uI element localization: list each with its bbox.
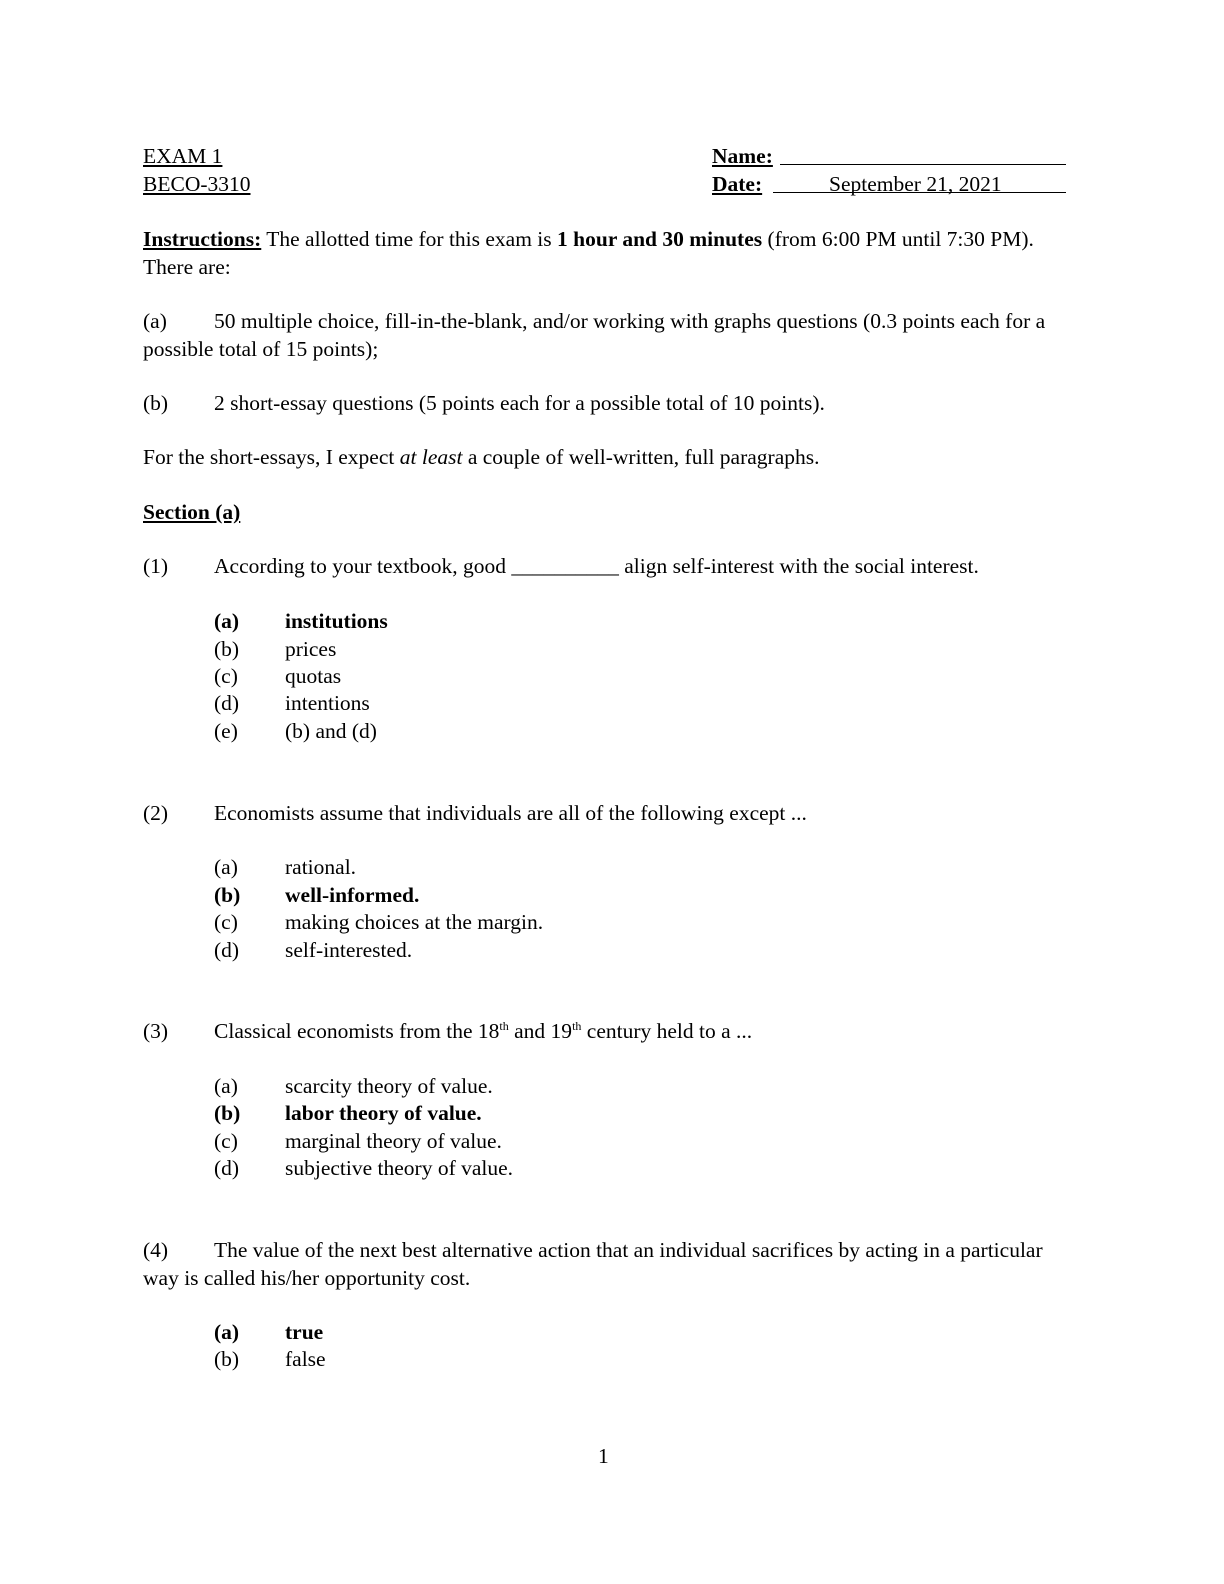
question-number: (4) (143, 1238, 169, 1262)
question-text-post: century held to a ... (581, 1019, 753, 1043)
option-text: rational. (285, 855, 357, 879)
instructions-paragraph (143, 225, 1068, 281)
option-letter: (d) (214, 938, 240, 962)
exam-page (143, 0, 1068, 1584)
date-value: September 21, 2021 (829, 172, 1002, 196)
question-number: (3) (143, 1019, 169, 1043)
question-number: (2) (143, 801, 169, 825)
exam-title: EXAM 1 (143, 144, 223, 168)
option-letter: (b) (214, 1347, 240, 1371)
instructions-item-b (143, 389, 1068, 417)
option-text: institutions (285, 609, 388, 633)
course-code: BECO-3310 (143, 172, 251, 196)
option-letter: (a) (214, 609, 240, 633)
option-text: subjective theory of value. (285, 1156, 514, 1180)
page-number: 1 (598, 1444, 609, 1468)
item-a-text: 50 multiple choice, fill-in-the-blank, and/or working with graphs questions (0.3 points each for a possible total of 15 points); (143, 309, 1046, 361)
option-letter: (e) (214, 719, 238, 743)
essay-note (143, 443, 1068, 471)
question-text-pre: Classical economists from the 18 (214, 1019, 500, 1043)
name-blank-line (780, 164, 1066, 165)
option-text: marginal theory of value. (285, 1129, 502, 1153)
option-letter: (b) (214, 1101, 241, 1125)
option-letter: (b) (214, 883, 241, 907)
option-letter: (b) (214, 637, 240, 661)
superscript: th (572, 1019, 582, 1033)
item-a-letter: (a) (143, 309, 167, 333)
essay-note-pre: For the short-essays, I expect (143, 445, 400, 469)
question-text-mid: and 19 (508, 1019, 573, 1043)
instructions-time: 1 hour and 30 minutes (557, 227, 763, 251)
question-text: According to your textbook, good __________ align self-interest with the social interest. (214, 554, 979, 578)
option-letter: (a) (214, 855, 238, 879)
option-text: self-interested. (285, 938, 413, 962)
question-number: (1) (143, 554, 169, 578)
option-text: well-informed. (285, 883, 420, 907)
item-b-text: 2 short-essay questions (5 points each for a possible total of 10 points). (214, 391, 825, 415)
option-letter: (d) (214, 1156, 240, 1180)
question-text (214, 1017, 752, 1045)
essay-note-emphasis: at least (399, 445, 463, 469)
essay-note-post: a couple of well-written, full paragraphs. (462, 445, 820, 469)
option-text: intentions (285, 691, 370, 715)
instructions-text-1: The allotted time for this exam is (261, 227, 558, 251)
date-label: Date: (712, 172, 763, 196)
option-text: false (285, 1347, 326, 1371)
question-body: The value of the next best alternative action that an individual sacrifices by acting in a particular way is called his/her opportunity cost. (143, 1238, 1043, 1290)
option-letter: (c) (214, 664, 238, 688)
instructions-label: Instructions: (143, 227, 262, 251)
question-text (143, 1236, 1068, 1292)
option-letter: (c) (214, 910, 238, 934)
option-text: true (285, 1320, 324, 1344)
option-text: (b) and (d) (285, 719, 377, 743)
section-title: Section (a) (143, 500, 241, 524)
option-text: making choices at the margin. (285, 910, 544, 934)
option-text: quotas (285, 664, 342, 688)
question-text: Economists assume that individuals are all of the following except ... (214, 801, 807, 825)
option-text: prices (285, 637, 337, 661)
option-text: labor theory of value. (285, 1101, 482, 1125)
name-label: Name: (712, 144, 773, 168)
option-letter: (a) (214, 1320, 240, 1344)
superscript: th (499, 1019, 509, 1033)
instructions-item-a (143, 307, 1068, 363)
option-letter: (a) (214, 1074, 238, 1098)
item-b-letter: (b) (143, 391, 169, 415)
option-letter: (d) (214, 691, 240, 715)
option-letter: (c) (214, 1129, 238, 1153)
option-text: scarcity theory of value. (285, 1074, 493, 1098)
instructions-text-2: (from 6:00 PM until 7:30 PM). There are: (143, 227, 1034, 279)
